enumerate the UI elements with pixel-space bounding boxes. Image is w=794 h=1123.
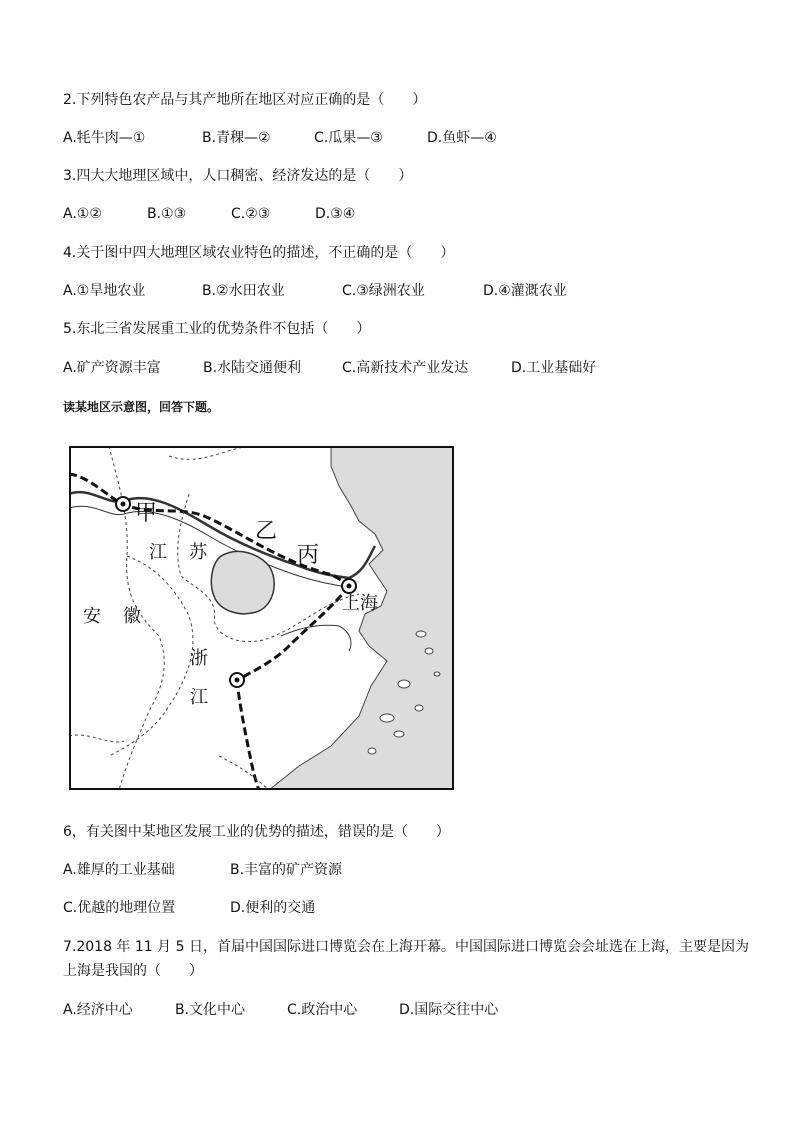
q7-option-a[interactable]: A.经济中心 (63, 1002, 133, 1018)
q3-option-a[interactable]: A.①② (63, 206, 102, 222)
city-shanghai-marker (342, 579, 356, 593)
q7-stem-line2: 上海是我国的（ ） (63, 963, 203, 979)
sea-area (269, 446, 454, 790)
q4-option-a[interactable]: A.①旱地农业 (63, 283, 146, 299)
map-intro: 读某地区示意图，回答下题。 (63, 400, 220, 414)
q5-stem: 5.东北三省发展重工业的优势条件不包括（ ） (63, 321, 371, 337)
city-hangzhou-marker (230, 673, 244, 687)
q3-option-b[interactable]: B.①③ (147, 206, 187, 222)
q3-option-c[interactable]: C.②③ (231, 206, 271, 222)
q4-option-b[interactable]: B.②水田农业 (202, 283, 285, 299)
q5-option-b[interactable]: B.水陆交通便利 (203, 360, 302, 376)
q2-stem: 2.下列特色农产品与其产地所在地区对应正确的是（ ） (63, 92, 427, 108)
region-map (69, 446, 454, 790)
label-yi: 乙 (255, 519, 278, 544)
q6-option-c[interactable]: C.优越的地理位置 (63, 900, 176, 916)
q6-option-a[interactable]: A.雄厚的工业基础 (63, 862, 175, 878)
label-su: 苏 (189, 542, 207, 563)
q5-option-d[interactable]: D.工业基础好 (511, 360, 597, 376)
label-shanghai: 上海 (342, 593, 378, 614)
q4-option-c[interactable]: C.③绿洲农业 (342, 283, 425, 299)
q2-option-c[interactable]: C.瓜果—③ (314, 130, 383, 146)
q2-option-d[interactable]: D.鱼虾—④ (427, 130, 497, 146)
lake (211, 551, 274, 613)
q2-option-a[interactable]: A.牦牛肉—① (63, 130, 146, 146)
q2-option-b[interactable]: B.青稞—② (202, 130, 271, 146)
label-bing: 丙 (297, 543, 320, 568)
q5-option-c[interactable]: C.高新技术产业发达 (342, 360, 469, 376)
label-zhe-jiang: 江 (190, 687, 208, 708)
q7-stem-line1: 7.2018 年 11 月 5 日，首届中国国际进口博览会在上海开幕。中国国际进口博览会会址选在上海，主要是因为 (63, 939, 749, 955)
label-jiang: 江 (149, 542, 167, 563)
label-an: 安 (83, 606, 101, 627)
q7-option-d[interactable]: D.国际交往中心 (399, 1002, 499, 1018)
q3-stem: 3.四大大地理区域中，人口稠密、经济发达的是（ ） (63, 168, 413, 184)
q6-option-d[interactable]: D.便利的交通 (230, 900, 316, 916)
label-hui: 徽 (123, 606, 141, 627)
q6-stem: 6，有关图中某地区发展工业的优势的描述，错误的是（ ） (63, 824, 450, 840)
railway-southwest (237, 680, 259, 790)
q5-option-a[interactable]: A.矿产资源丰富 (63, 360, 161, 376)
q7-option-b[interactable]: B.文化中心 (175, 1002, 246, 1018)
q3-option-d[interactable]: D.③④ (315, 206, 356, 222)
label-jia: 甲 (135, 501, 158, 526)
q4-stem: 4.关于图中四大地理区域农业特色的描述，不正确的是（ ） (63, 245, 455, 261)
q6-option-b[interactable]: B.丰富的矿产资源 (230, 862, 343, 878)
label-zhe: 浙 (190, 648, 208, 669)
city-jia-marker (116, 497, 130, 511)
q7-option-c[interactable]: C.政治中心 (287, 1002, 358, 1018)
q4-option-d[interactable]: D.④灌溉农业 (483, 283, 567, 299)
